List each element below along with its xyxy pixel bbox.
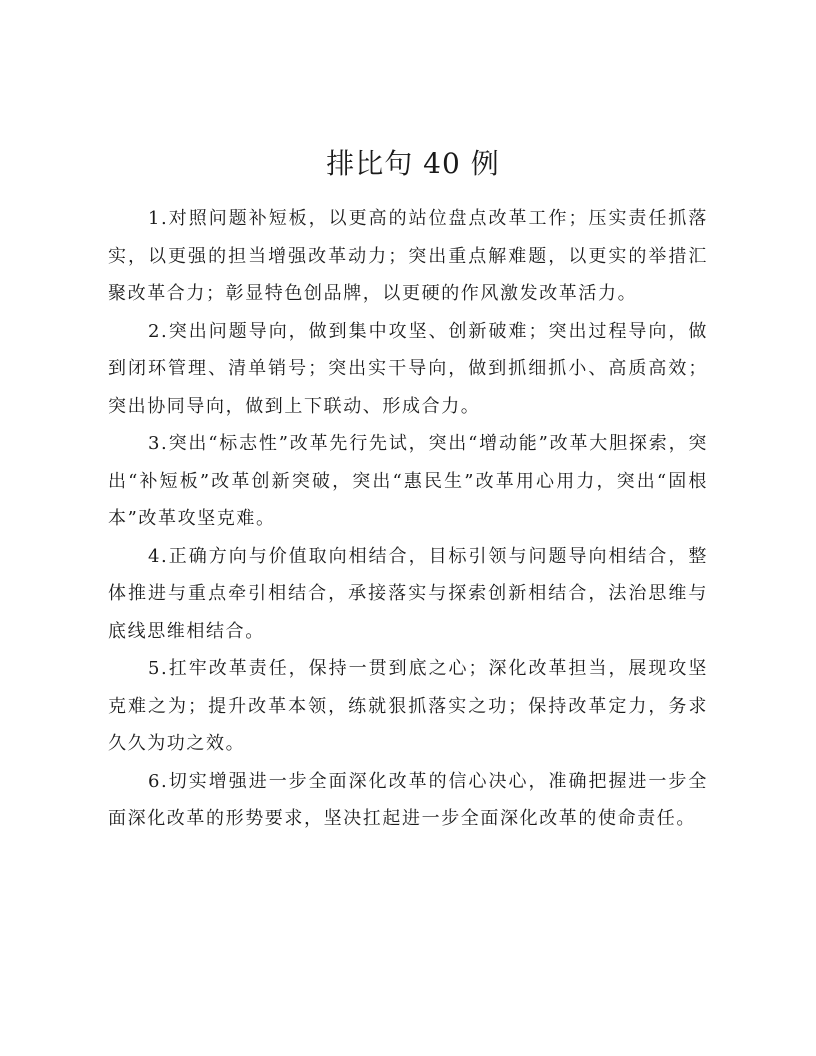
paragraph-4: 4.正确方向与价值取向相结合，目标引领与问题导向相结合，整体推进与重点牵引相结合，承接落实与探索创新相结合，法治思维与底线思维相结合。 bbox=[108, 545, 708, 642]
document-title: 排比句 40 例 bbox=[326, 147, 500, 180]
document-body bbox=[108, 200, 708, 838]
paragraph-6: 6.切实增强进一步全面深化改革的信心决心，准确把握进一步全面深化改革的形势要求，坚决扛起进一步全面深化改革的使命责任。 bbox=[108, 770, 708, 829]
paragraph-5: 5.扛牢改革责任，保持一贯到底之心；深化改革担当，展现攻坚克难之为；提升改革本领，练就狠抓落实之功；保持改革定力，务求久久为功之效。 bbox=[108, 658, 708, 754]
paragraph-3: 3.突出“标志性”改革先行先试，突出“增动能”改革大胆探索，突出“补短板”改革创新突破，突出“惠民生”改革用心用力，突出“固根本”改革攻坚克难。 bbox=[108, 433, 708, 529]
paragraph-2: 2.突出问题导向，做到集中攻坚、创新破难；突出过程导向，做到闭环管理、清单销号；突出实干导向，做到抓细抓小、高质高效；突出协同导向，做到上下联动、形成合力。 bbox=[108, 320, 708, 417]
paragraph-1: 1.对照问题补短板，以更高的站位盘点改革工作；压实责任抓落实，以更强的担当增强改革动力；突出重点解难题，以更实的举措汇聚改革合力；彰显特色创品牌，以更硬的作风激发改革活力。 bbox=[108, 208, 708, 304]
